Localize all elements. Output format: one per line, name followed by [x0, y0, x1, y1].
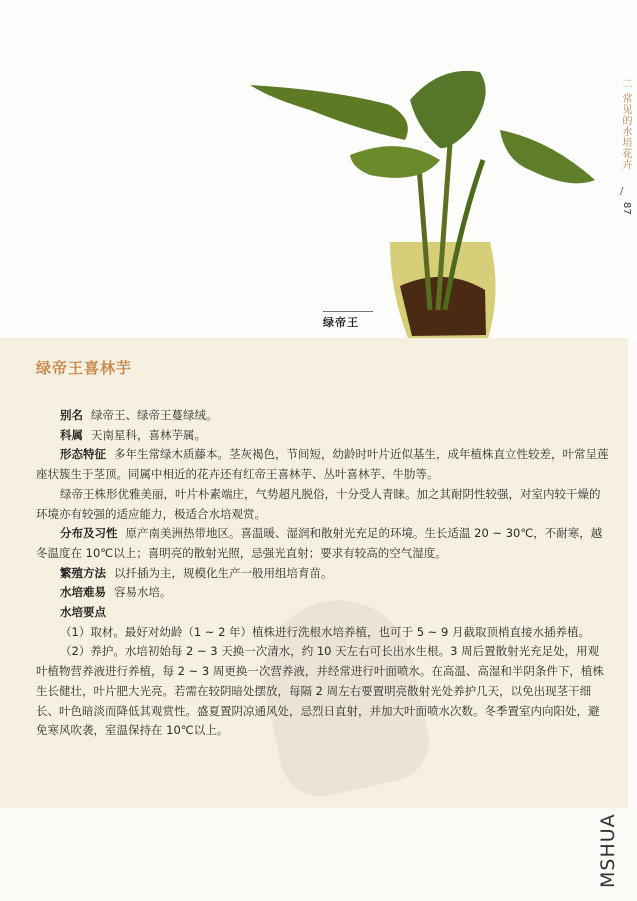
article-title: 绿帝王喜林芋: [36, 359, 133, 377]
plant-photo: [240, 60, 610, 345]
field-text: 绿帝王株形优雅美丽，叶片朴素端庄，气势超凡脱俗，十分受人青睐。加之其耐阴性较强，对室内较干燥的环境亦有较强的适应能力，极适合水培观赏。: [36, 486, 601, 521]
field-morphology: [36, 445, 610, 484]
field-text: 原产南美洲热带地区。喜温暖、湿润和散射光充足的环境。生长适温 20 ~ 30℃，不耐寒，越冬温度在 10℃以上；喜明亮的散射光照，忌强光直射；要求有较高的空气湿度。: [36, 526, 603, 560]
field-text: 以扦插为主，规模化生产一般用组培育苗。: [114, 565, 333, 580]
chapter-side-label: 二 常见的水培花卉: [620, 78, 631, 171]
field-label: 水培要点: [60, 605, 106, 620]
article-body: [36, 406, 610, 741]
field-label: 分布及习性: [60, 526, 118, 541]
paragraph-description: [36, 485, 610, 524]
field-text: 绿帝王、绿帝王蔓绿绒。: [91, 408, 218, 422]
field-text: 容易水培。: [114, 585, 172, 600]
field-text: （1）取材。最好对幼龄（1 ~ 2 年）植株进行洗根水培养植，也可于 5 ~ 9 月截取顶梢直接水插养植。: [60, 624, 590, 639]
field-difficulty: [36, 583, 610, 603]
field-propagation: [36, 564, 610, 584]
paragraph-care: [36, 642, 610, 741]
page-separator: /: [620, 186, 624, 197]
field-label: 繁殖方法: [60, 565, 106, 580]
field-family: [36, 426, 610, 446]
photo-caption: 绿帝王: [323, 316, 359, 329]
paragraph-material: [36, 623, 610, 643]
field-text: （2）养护。水培初始每 2 ~ 3 天换一次清水，约 10 天左右可长出水生根。3 周后置散射光充足处，用观叶植物营养液进行养植，每 2 ~ 3 周更换一次营养液，并经常进行叶面喷水。在高温、高湿和半阴条件下，植株生长健壮，叶片肥大光亮。若需在较阴暗处摆放，每隔 2 周左右要置明亮散射光处养护几天，以免出现茎干细长、叶色暗淡而降低其观赏性。盛夏置阴凉通风处，忌烈日直射，并加大叶面喷水次数。冬季置室内向阳处，避免寒风吹袭，室温保持在 10℃以上。: [36, 644, 604, 738]
field-text: 多年生常绿木质藤本。茎灰褐色，节间短，幼龄时叶片近似基生，成年植株直立性较差，叶常呈莲座状簇生于茎顶。同属中相近的花卉还有红帝王喜林芋、丛叶喜林芋、牛肋等。: [36, 447, 609, 482]
field-alias: [36, 406, 610, 426]
field-label: 形态特征: [60, 447, 106, 462]
brand-watermark: MSHUA: [597, 813, 619, 888]
field-label: 科属: [60, 427, 83, 442]
field-key-points: [36, 603, 610, 623]
field-label: 水培难易: [60, 585, 106, 600]
field-distribution: [36, 524, 610, 563]
page-number: 87: [621, 202, 632, 215]
field-label: 别名: [60, 408, 83, 422]
field-text: 天南星科，喜林芋属。: [91, 427, 206, 442]
plant-photo-area: [0, 0, 637, 340]
caption-rule: [323, 311, 373, 312]
